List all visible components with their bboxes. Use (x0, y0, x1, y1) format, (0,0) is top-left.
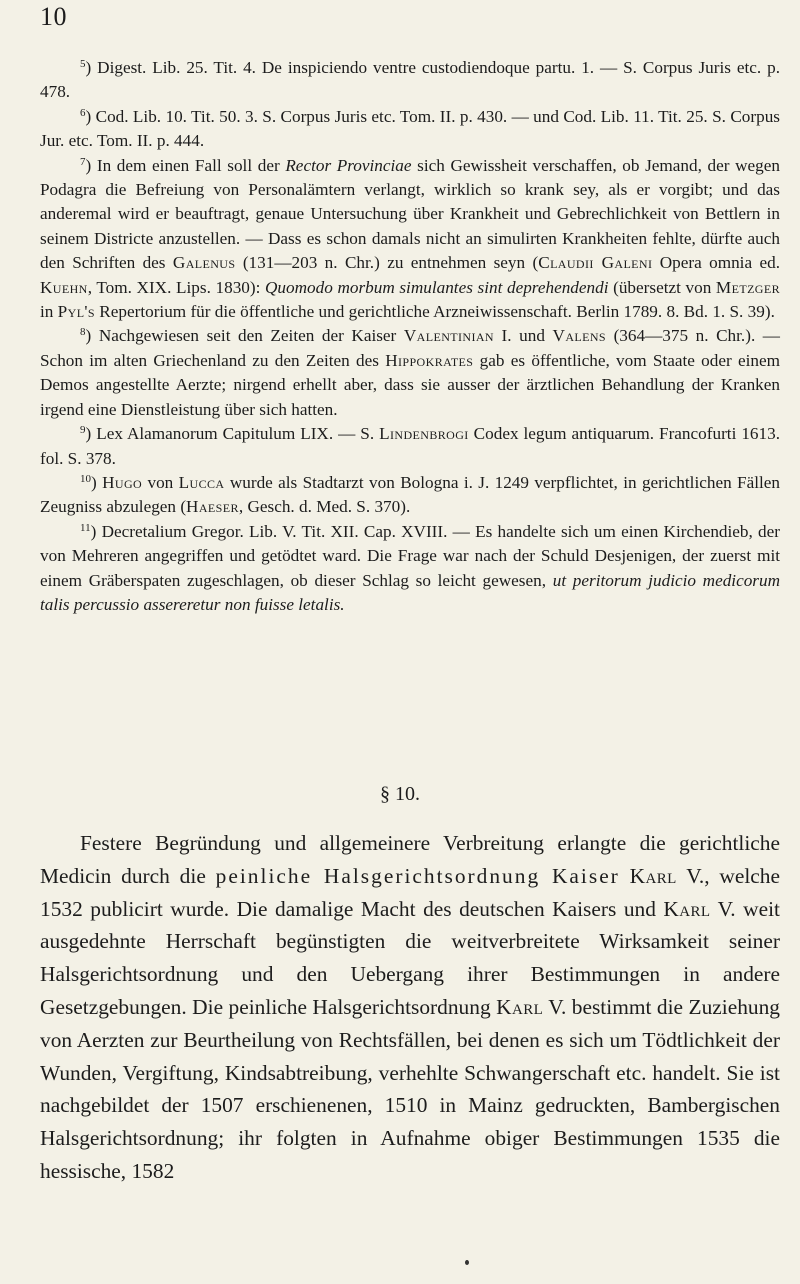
page-number: 10 (40, 2, 67, 31)
text-run: sich Gewissheit verschaffen, ob Jemand, der wegen Podagra die Befreiung von Personalämtern verlangt, wirklich so krank sey, als er vorgibt; und das anderemal wird er beauftragt, genaue Untersuchung über Krankheit und Gebrechlichkeit von Bettlern in seinem Districte anzustellen. — Dass es schon damals nicht an simulirten Krankheiten fehlte, dürfte auch den Schriften des (40, 155, 780, 273)
section-heading: § 10. (380, 783, 420, 805)
text-run: Decretalium Gregor. Lib. V. Tit. XII. Cap. XVIII. — Es handelte sich um einen Kirchendieb, der von Mehreren angegriffen und getödtet ward. Die Frage war nach der Schuld Desjenigen, der zuerst mit einem Gräberspaten zugeschlagen, ob dieser Schlag so leicht gewesen, (40, 521, 780, 590)
footnote-paren: ) (85, 58, 98, 77)
footnote (40, 520, 780, 618)
text-run: (übersetzt von (608, 277, 716, 297)
small-caps-name: Hippokrates (385, 350, 474, 370)
text-run: V. bestimmt die Zuziehung von Aerzten zur Beurtheilung von Rechtsfällen, bei denen es sich um Tödtlichkeit der Wunden, Vergiftung, Kindsabtreibung, verhehlte Schwangerschaft etc. handelt. Sie ist nachgebildet der 1507 erschienenen, 1510 in Mainz gedruckten, Bambergischen Halsgerichtsordnung; ihr folgten in Aufnahme obiger Bestimmungen 1535 die hessische, 1582 (40, 994, 780, 1183)
text-run: Repertorium für die öffentliche und gerichtliche Arzneiwissenschaft. Berlin 1789. 8. Bd. 1. S. 39). (95, 302, 775, 322)
text-run: (364—375 n. Chr.). — Schon im alten Griechenland zu den Zeiten des (40, 326, 780, 370)
italic-text: ut peritorum judicio medicorum talis percussio assereretur non fuisse letalis. (40, 570, 780, 614)
footnote-marker: 10 (80, 472, 91, 485)
footnote-marker: 5 (80, 58, 86, 70)
footnote-marker: 6 (80, 106, 86, 119)
footnote-marker: 9 (80, 424, 86, 437)
text-run: gab es öffentliche, vom Staate oder einem Demos angestellte Aerzte; nirgend erhellt aber, dass sie ausser der ärztlichen Behandlung der Kranken irgend eine Dienstleistung über sich hatten. (40, 350, 780, 419)
small-caps-name: Lucca (178, 472, 225, 492)
small-caps-name: Kuehn (40, 277, 88, 297)
footnote-marker: 7 (80, 155, 86, 168)
small-caps-name: Lindenbrogi (379, 424, 469, 444)
footnote-paren: ) (90, 521, 102, 541)
footnote-paren: ) (85, 106, 96, 126)
italic-text: Quomodo morbum simulantes sint deprehendendi (265, 277, 609, 297)
text-run: V. weit ausgedehnte Herrschaft begünstigten die weitverbreitete Wirksamkeit seiner Halsgerichtsordnung und den Uebergang ihrer Bestimmungen in andere Gesetzgebungen. Die peinliche Halsgerichtsordnung (40, 896, 780, 1019)
small-caps-name: Haeser (186, 497, 239, 517)
footnote (40, 422, 780, 471)
text-run: , Gesch. d. Med. S. 370). (238, 497, 411, 517)
small-caps-name: Karl (496, 994, 544, 1019)
text-run (620, 864, 630, 888)
text-run: von (142, 472, 179, 492)
footnote (40, 324, 780, 422)
small-caps-name: Hugo (102, 472, 143, 492)
text-run: Festere Begründung und allgemeinere Verbreitung erlangte die gerichtliche Medicin durch die (40, 831, 780, 888)
text-run: V., welche 1532 publicirt wurde. Die damalige Macht des deutschen Kaisers und (40, 863, 780, 921)
text-run: Digest. Lib. 25. Tit. 4. De inspiciendo ventre custodiendoque partu. 1. — S. Corpus Juris etc. p. 478. (40, 58, 780, 102)
footnote-marker: 8 (80, 326, 86, 339)
small-caps-name: Pyl's (57, 302, 95, 322)
footnote (40, 471, 780, 520)
italic-text: Rector Provinciae (285, 155, 412, 175)
footnote (40, 56, 780, 105)
small-caps-name: Karl (629, 863, 677, 888)
small-caps-name: Valens (552, 326, 606, 346)
text-run: wurde als Stadtarzt von Bologna i. J. 1249 verpflichtet, in gerichtlichen Fällen Zeugniss abzulegen ( (40, 472, 780, 517)
body-paragraph (40, 827, 780, 1188)
footnote-marker: 11 (80, 521, 91, 534)
footnote (40, 105, 780, 154)
text-run: Lex Alamanorum Capitulum LIX. — S. (96, 424, 380, 444)
small-caps-name: Galenus (172, 253, 236, 273)
text-run: Opera omnia ed. (652, 253, 780, 273)
text-run: I. und (493, 326, 553, 346)
small-caps-name: Claudii Galeni (538, 253, 653, 273)
small-caps-name: Valentinian (403, 326, 494, 346)
text-run: Codex legum antiquarum. Francofurti 1613. fol. S. 378. (40, 424, 780, 468)
text-run: Cod. Lib. 10. Tit. 50. 3. S. Corpus Juris etc. Tom. II. p. 430. — und Cod. Lib. 11. Tit. 25. S. Corpus Jur. etc. Tom. II. p. 444. (40, 106, 780, 151)
section-body (40, 827, 780, 1188)
text-run: Nachgewiesen seit den Zeiten der Kaiser (98, 326, 404, 346)
footnote-paren: ) (85, 326, 99, 346)
footnote-paren: ) (85, 155, 97, 175)
spaced-text: peinliche Halsgerichtsordnung Kaiser (215, 863, 620, 888)
footnotes (40, 56, 780, 617)
small-caps-name: Metzger (715, 277, 780, 297)
footnote-paren: ) (85, 424, 97, 444)
text-run: , Tom. XIX. Lips. 1830): (87, 277, 266, 297)
print-speck (465, 1260, 469, 1265)
footnote (40, 154, 780, 325)
text-run: in (40, 302, 58, 322)
text-run: In dem einen Fall soll der (96, 155, 286, 175)
footnote-paren: ) (91, 472, 103, 492)
small-caps-name: Karl (663, 896, 711, 921)
text-run: (131—203 n. Chr.) zu entnehmen seyn ( (235, 253, 539, 273)
